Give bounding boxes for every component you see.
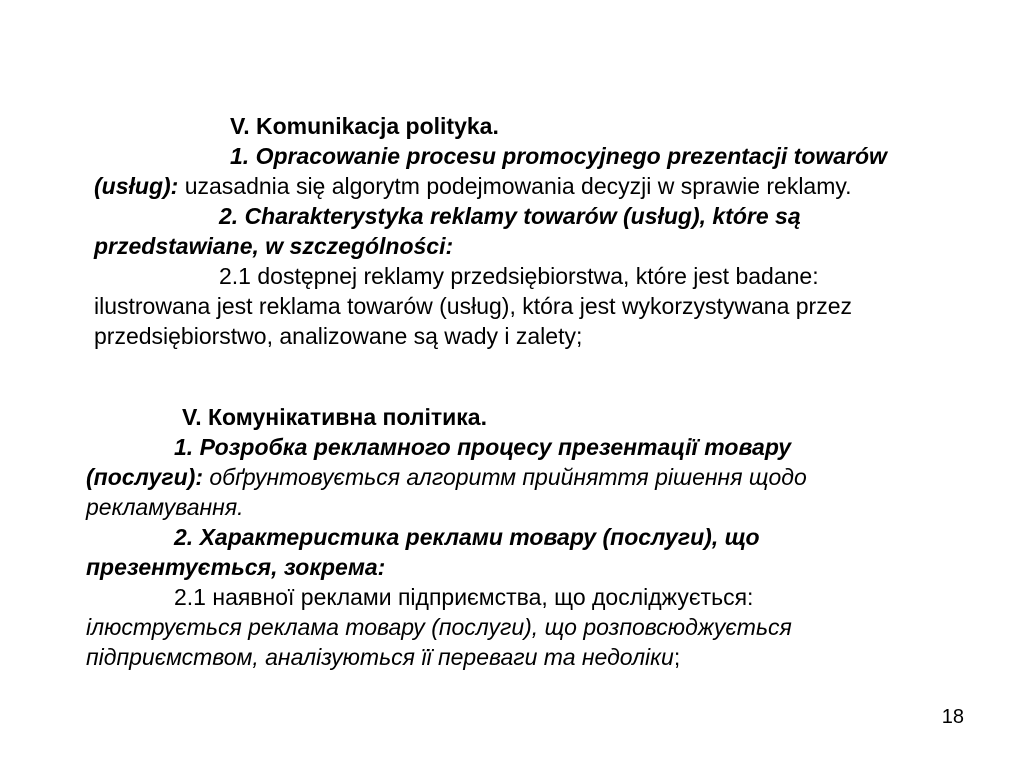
ukrainian-item21-end: ; [673, 644, 681, 670]
ukrainian-item2-title: 2. Характеристика реклами товару (послуги), що [174, 524, 760, 550]
polish-item1-text: uzasadnia się algorytm podejmowania decyzji w sprawie reklamy. [178, 173, 852, 199]
ukrainian-item1-line [86, 462, 966, 492]
polish-item21-line3: przedsiębiorstwo, analizowane są wady i zalety; [94, 323, 583, 349]
ukrainian-item2-title-end: презентується, зокрема: [86, 554, 386, 580]
polish-item1-title: 1. Opracowanie procesu promocyjnego prezentacji towarów [230, 143, 887, 169]
polish-text-block [94, 111, 974, 351]
page-number: 18 [941, 706, 964, 728]
polish-item1-line [94, 171, 974, 201]
polish-heading: V. Komunikacja polityka. [230, 113, 499, 139]
ukrainian-item1-text-end: рекламування. [86, 494, 244, 520]
ukrainian-item21-line2: ілюструється реклама товару (послуги), що розповсюджується [86, 614, 792, 640]
polish-item2-title: 2. Charakterystyka reklamy towarów (usług), które są [219, 203, 801, 229]
ukrainian-item1-title: 1. Розробка рекламного процесу презентації товару [174, 434, 792, 460]
ukrainian-item1-title-end: (послуги): [86, 464, 203, 490]
polish-item21-line2: ilustrowana jest reklama towarów (usług), która jest wykorzystywana przez [94, 293, 852, 319]
ukrainian-text-block [86, 402, 966, 672]
polish-item21-line1: 2.1 dostępnej reklamy przedsiębiorstwa, które jest badane: [219, 263, 819, 289]
ukrainian-item21-line1: 2.1 наявної реклами підприємства, що досліджується: [174, 584, 754, 610]
polish-item2-title-end: przedstawiane, w szczególności: [94, 233, 454, 259]
ukrainian-item21-line3: підприємством, аналізуються її переваги та недоліки [86, 644, 674, 670]
polish-item1-title-end: (usług): [94, 173, 179, 199]
ukrainian-heading: V. Комунікативна політика. [182, 404, 487, 430]
ukrainian-item21-line3-row [86, 642, 966, 672]
ukrainian-item1-text: обґрунтовується алгоритм прийняття рішення щодо [203, 464, 807, 490]
